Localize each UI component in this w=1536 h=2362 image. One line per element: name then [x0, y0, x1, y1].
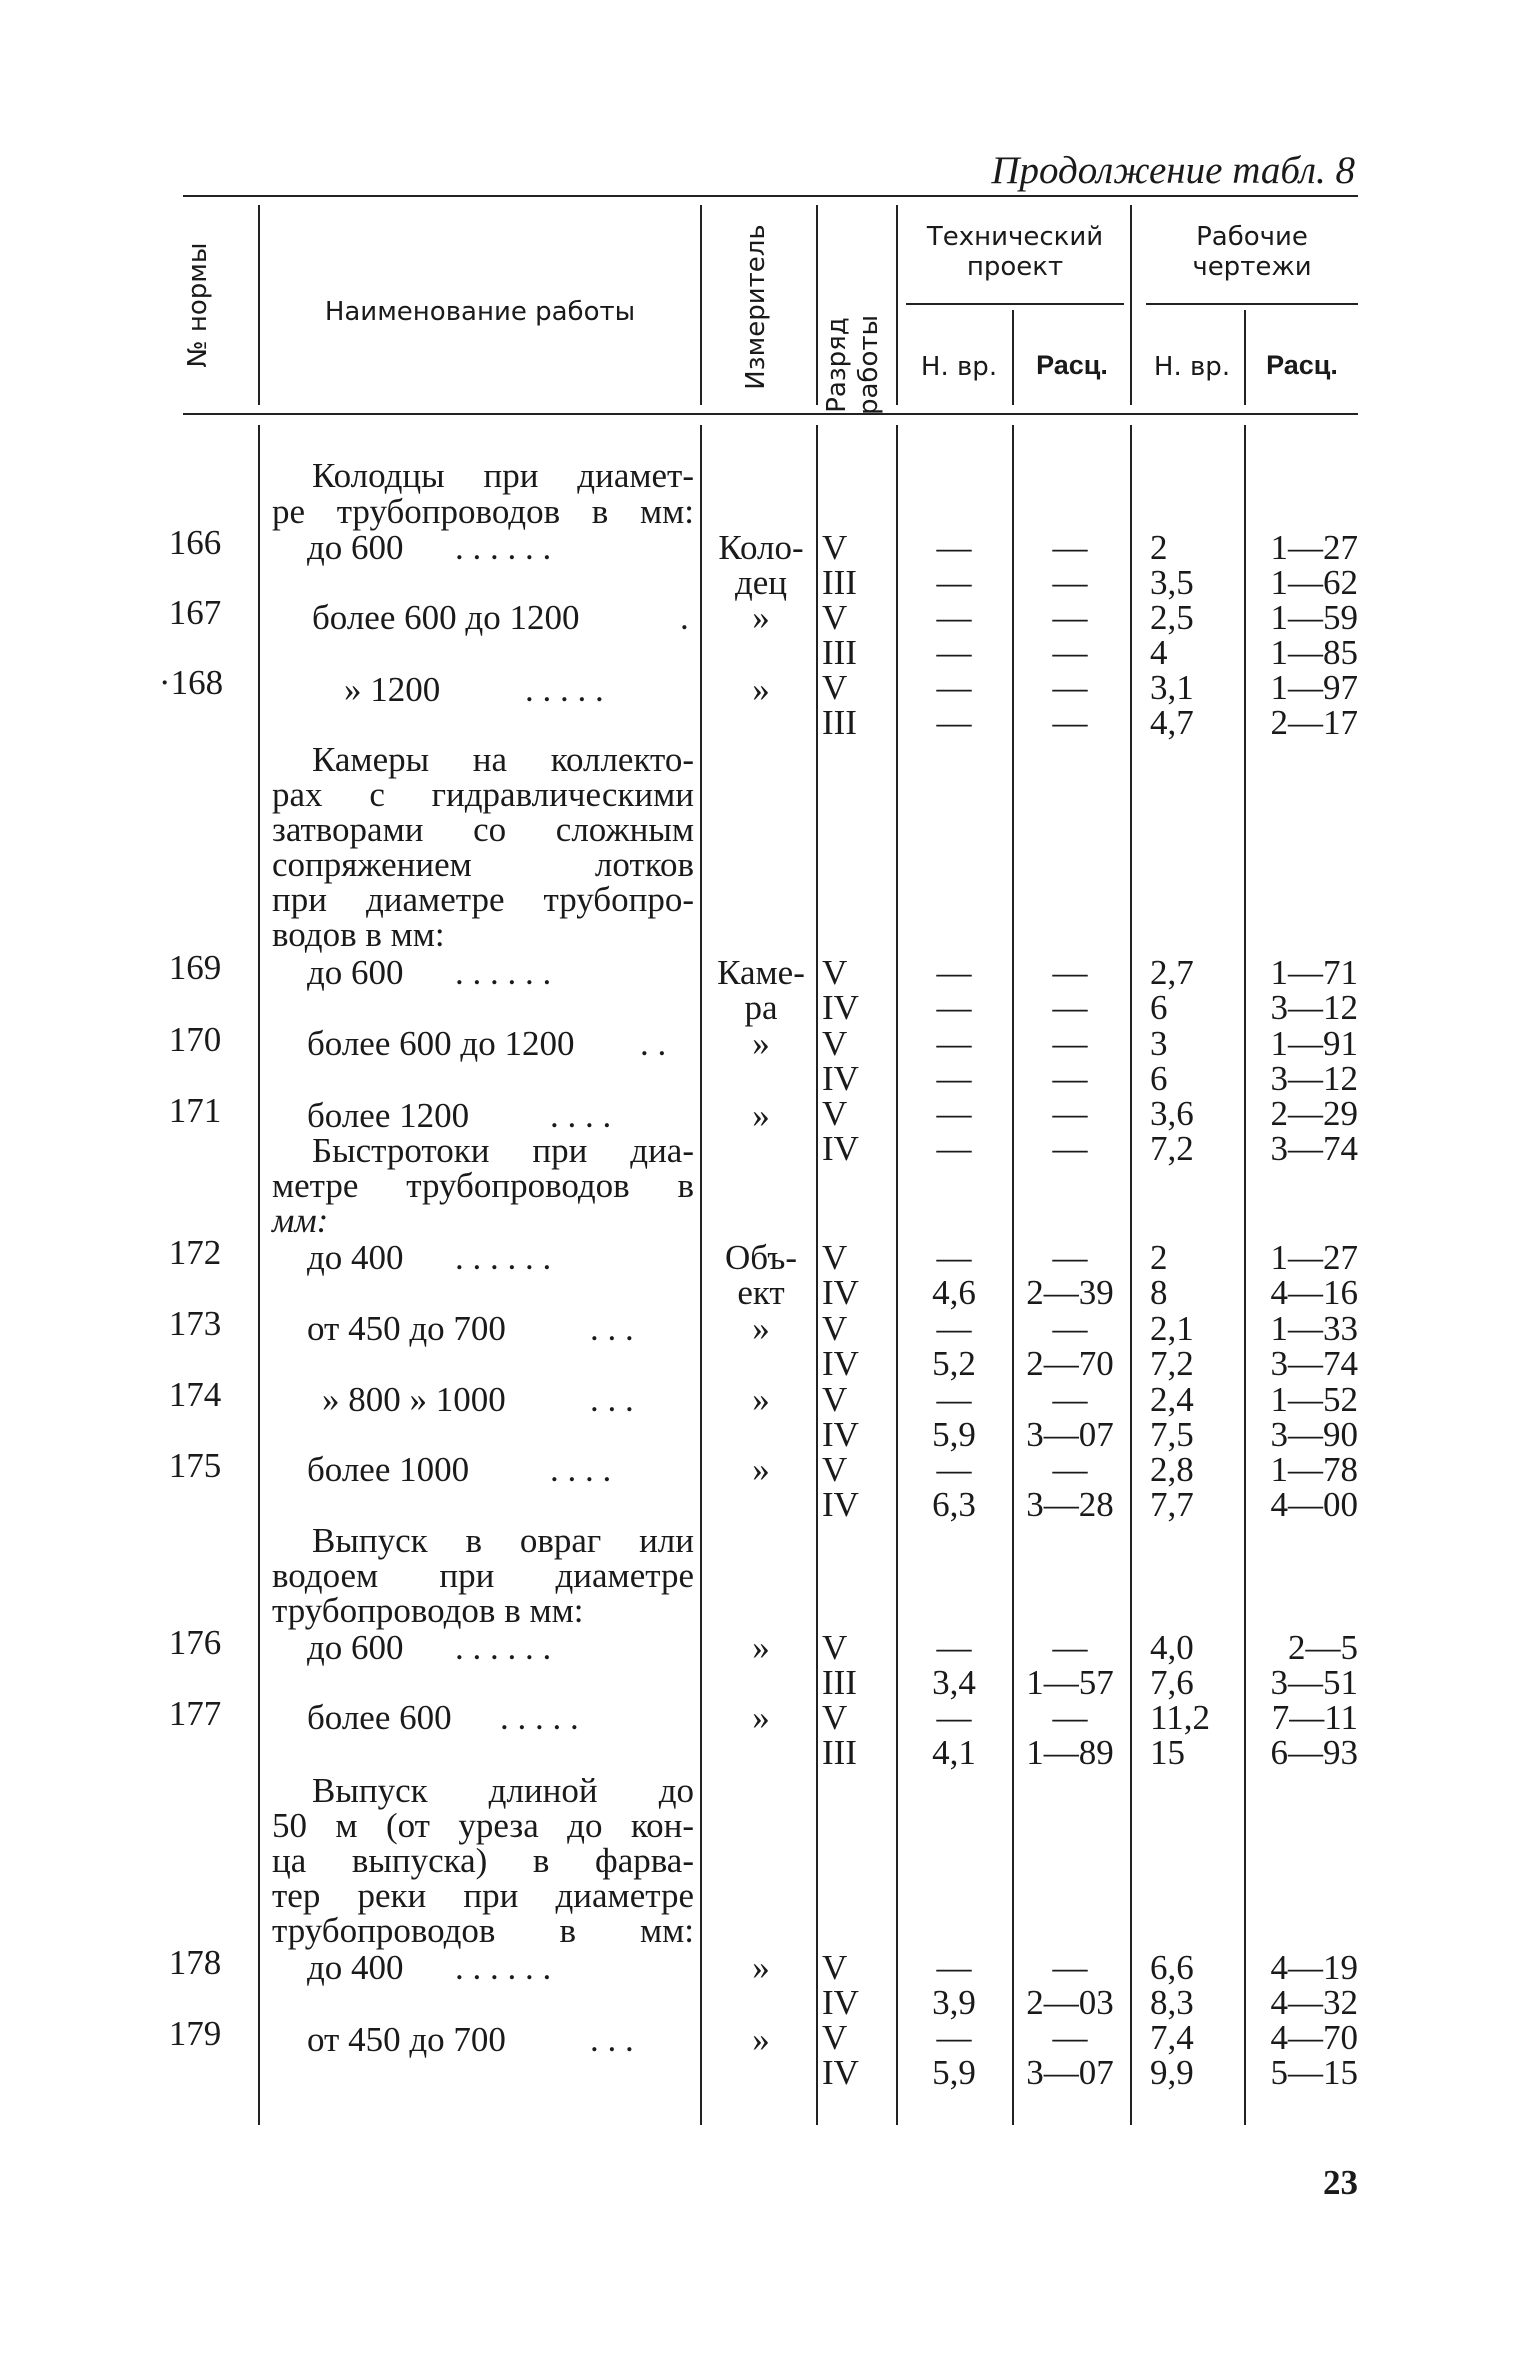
row-name: более 1000: [307, 1450, 470, 1489]
work-rasc-cell: 7—11: [1271, 1698, 1358, 1737]
page-number: 23: [1323, 2163, 1358, 2202]
header-tech-rasc: Расц.: [1036, 350, 1108, 380]
tech-nvr-cell: —: [936, 2018, 972, 2057]
continuation-caption: Продолжение табл. 8: [991, 149, 1355, 192]
leader-dots: . . . .: [550, 1450, 612, 1489]
tech-nvr-cell: —: [936, 1024, 972, 1063]
work-nvr-cell: 9,9: [1150, 2053, 1194, 2092]
tech-nvr-cell: —: [936, 1238, 972, 1277]
tech-rasc-cell: 1—57: [1026, 1663, 1114, 1702]
row-name: до 600: [307, 953, 404, 992]
body-divider: [700, 425, 702, 2125]
tech-rasc-cell: 3—28: [1026, 1485, 1114, 1524]
work-nvr-cell: 4,0: [1150, 1628, 1194, 1667]
tech-nvr-cell: —: [936, 528, 972, 567]
tech-nvr-cell: 3,9: [932, 1983, 976, 2022]
tech-rasc-cell: —: [1052, 528, 1088, 567]
work-nvr-cell: 7,6: [1150, 1663, 1194, 1702]
row-rank: III: [822, 1663, 857, 1702]
work-rasc-cell: 4—19: [1270, 1948, 1358, 1987]
tech-nvr-cell: 3,4: [932, 1663, 976, 1702]
row-rank: IV: [822, 988, 859, 1027]
work-nvr-cell: 2: [1150, 528, 1168, 567]
row-number: 174: [168, 1375, 222, 1414]
body-divider: [896, 425, 898, 2125]
tech-nvr-cell: 5,2: [932, 1344, 976, 1383]
row-unit: ра: [744, 988, 778, 1027]
row-unit: »: [752, 1628, 770, 1667]
work-nvr-cell: 7,2: [1150, 1344, 1194, 1383]
tech-nvr-cell: —: [936, 1129, 972, 1168]
work-rasc-cell: 1—33: [1270, 1309, 1358, 1348]
body-divider: [1130, 425, 1132, 2125]
header-work-rasc: Расц.: [1266, 350, 1338, 380]
work-rasc-cell: 3—51: [1270, 1663, 1358, 1702]
section-line: рах с гидравлическими: [272, 775, 694, 814]
work-rasc-cell: 4—16: [1270, 1273, 1358, 1312]
work-rasc-cell: 2—5: [1288, 1628, 1358, 1667]
row-rank: V: [822, 1380, 848, 1419]
tech-nvr-cell: 4,6: [932, 1273, 976, 1312]
work-rasc-cell: 1—78: [1270, 1450, 1358, 1489]
work-rasc-cell: 1—62: [1270, 563, 1358, 602]
tech-rasc-cell: —: [1052, 1948, 1088, 1987]
row-name: более 600 до 1200: [307, 1024, 575, 1063]
section-line: Камеры на коллекто-: [312, 740, 694, 779]
work-rasc-cell: 3—74: [1270, 1129, 1358, 1168]
leader-dots: . . . . . .: [455, 953, 552, 992]
tech-rasc-cell: —: [1052, 1129, 1088, 1168]
tech-rasc-cell: —: [1052, 953, 1088, 992]
row-number: 170: [168, 1020, 222, 1059]
work-rasc-cell: 2—29: [1270, 1094, 1358, 1133]
header-rank-label: Разряд работы: [822, 314, 884, 416]
tech-nvr-cell: —: [936, 598, 972, 637]
row-name: более 600: [307, 1698, 452, 1737]
work-rasc-cell: 3—12: [1270, 1059, 1358, 1098]
section-heading: [272, 1808, 694, 1948]
row-unit: »: [752, 1450, 770, 1489]
tech-rasc-cell: —: [1052, 633, 1088, 672]
section-heading: [312, 458, 694, 493]
tech-group-rule: [906, 303, 1124, 305]
leader-dots: . . . .: [550, 1096, 612, 1135]
header-working-drawings: [1146, 222, 1358, 282]
tech-rasc-cell: —: [1052, 2018, 1088, 2057]
row-unit: Каме-: [717, 953, 805, 992]
row-unit: Коло-: [718, 528, 804, 567]
work-nvr-cell: 2,4: [1150, 1380, 1194, 1419]
work-nvr-cell: 6: [1150, 988, 1168, 1027]
tech-nvr-cell: —: [936, 1628, 972, 1667]
row-unit: »: [752, 1309, 770, 1348]
row-rank: V: [822, 1309, 848, 1348]
work-nvr-cell: 8: [1150, 1273, 1168, 1312]
work-nvr-cell: 3,1: [1150, 668, 1194, 707]
row-number: 175: [168, 1446, 222, 1485]
tech-nvr-cell: —: [936, 1698, 972, 1737]
work-nvr-cell: 2,1: [1150, 1309, 1194, 1348]
row-name: » 1200: [344, 670, 441, 709]
header-norm-number: № нормы: [183, 242, 213, 368]
header-divider: [816, 205, 818, 405]
header-rank: [821, 285, 891, 445]
row-rank: V: [822, 668, 848, 707]
row-unit: »: [752, 1024, 770, 1063]
work-nvr-cell: 4,7: [1150, 703, 1194, 742]
row-name: более 1200: [307, 1096, 470, 1135]
work-group-rule: [1146, 303, 1358, 305]
work-rasc-cell: 3—12: [1270, 988, 1358, 1027]
work-rasc-cell: 4—32: [1270, 1983, 1358, 2022]
header-work-name: Наименование работы: [324, 297, 636, 327]
row-name: » 800 » 1000: [322, 1380, 506, 1419]
section-line: 50 м (от уреза до кон-: [272, 1806, 694, 1845]
row-name: от 450 до 700: [307, 2020, 506, 2059]
work-nvr-cell: 3,6: [1150, 1094, 1194, 1133]
work-rasc-cell: 2—17: [1270, 703, 1358, 742]
tech-nvr-cell: 4,1: [932, 1733, 976, 1772]
tech-rasc-cell: —: [1052, 1309, 1088, 1348]
tech-rasc-cell: 2—39: [1026, 1273, 1114, 1312]
section-line: при диаметре трубопро-: [272, 880, 694, 919]
tech-rasc-cell: —: [1052, 1024, 1088, 1063]
row-rank: V: [822, 2018, 848, 2057]
section-line: ца выпуска) в фарва-: [272, 1841, 694, 1880]
section-line: трубопроводов в мм:: [272, 1591, 584, 1630]
tech-nvr-cell: —: [936, 703, 972, 742]
row-number: 177: [168, 1694, 222, 1733]
leader-dots: . .: [640, 1024, 667, 1063]
tech-nvr-cell: —: [936, 1380, 972, 1419]
leader-dots: . . . . . .: [455, 1628, 552, 1667]
leader-dots: .: [680, 598, 689, 637]
section-heading: [272, 1168, 694, 1203]
row-rank: III: [822, 563, 857, 602]
work-nvr-cell: 7,2: [1150, 1129, 1194, 1168]
section-line: водов в мм:: [272, 915, 445, 954]
header-divider: [896, 205, 898, 405]
row-rank: IV: [822, 1415, 859, 1454]
tech-rasc-cell: 1—89: [1026, 1733, 1114, 1772]
tech-nvr-cell: —: [936, 1094, 972, 1133]
tech-nvr-cell: —: [936, 563, 972, 602]
work-nvr-cell: 7,5: [1150, 1415, 1194, 1454]
tech-nvr-cell: —: [936, 953, 972, 992]
row-rank: V: [822, 1238, 848, 1277]
section-heading: [272, 494, 694, 529]
tech-nvr-cell: —: [936, 1450, 972, 1489]
row-rank: V: [822, 528, 848, 567]
work-nvr-cell: 6,6: [1150, 1948, 1194, 1987]
row-number: 171: [168, 1091, 222, 1130]
tech-nvr-cell: 6,3: [932, 1485, 976, 1524]
tech-rasc-cell: —: [1052, 1238, 1088, 1277]
row-unit: ект: [737, 1273, 785, 1312]
row-number: 176: [168, 1623, 222, 1662]
row-unit: дец: [734, 563, 788, 602]
row-name: до 400: [307, 1948, 404, 1987]
section-line: ре трубопроводов в мм:: [272, 492, 694, 531]
leader-dots: . . .: [590, 1309, 634, 1348]
section-line: Выпуск в овраг или: [312, 1521, 694, 1560]
tech-rasc-cell: —: [1052, 1094, 1088, 1133]
row-number: 173: [168, 1304, 222, 1343]
section-heading: [272, 777, 694, 917]
row-rank: V: [822, 1094, 848, 1133]
row-rank: IV: [822, 1485, 859, 1524]
work-nvr-cell: 7,7: [1150, 1485, 1194, 1524]
tech-nvr-cell: —: [936, 1059, 972, 1098]
work-rasc-cell: 1—85: [1270, 633, 1358, 672]
tech-nvr-cell: —: [936, 668, 972, 707]
row-rank: III: [822, 1733, 857, 1772]
tech-rasc-cell: —: [1052, 703, 1088, 742]
tech-rasc-cell: 2—70: [1026, 1344, 1114, 1383]
section-line: тер реки при диаметре: [272, 1876, 694, 1915]
row-unit: »: [752, 1096, 770, 1135]
tech-nvr-cell: —: [936, 633, 972, 672]
section-line: Выпуск длиной до: [312, 1771, 694, 1810]
section-line: Быстротоки при диа-: [312, 1131, 694, 1170]
header-tech-nvr: Н. вр.: [920, 352, 998, 382]
work-rasc-cell: 1—52: [1270, 1380, 1358, 1419]
row-rank: IV: [822, 1129, 859, 1168]
row-number: 179: [168, 2014, 222, 2053]
leader-dots: . . .: [590, 2020, 634, 2059]
row-number: 167: [168, 593, 222, 632]
header-tech-project-label: Технический проект: [926, 222, 1104, 282]
header-tech-project: [906, 222, 1124, 282]
row-rank: IV: [822, 2053, 859, 2092]
row-name: более 600 до 1200: [312, 598, 580, 637]
work-rasc-cell: 4—70: [1270, 2018, 1358, 2057]
tech-nvr-cell: —: [936, 1309, 972, 1348]
section-heading: [312, 742, 694, 777]
tech-rasc-cell: —: [1052, 1628, 1088, 1667]
tech-rasc-cell: —: [1052, 1450, 1088, 1489]
row-rank: III: [822, 703, 857, 742]
tech-rasc-cell: —: [1052, 988, 1088, 1027]
row-number: ·168: [158, 663, 224, 702]
section-heading: [272, 1558, 694, 1593]
section-heading: [312, 1773, 694, 1808]
row-unit: »: [752, 1698, 770, 1737]
work-nvr-cell: 3: [1150, 1024, 1168, 1063]
tech-nvr-cell: 5,9: [932, 2053, 976, 2092]
row-number: 172: [168, 1233, 222, 1272]
work-rasc-cell: 1—27: [1270, 528, 1358, 567]
work-rasc-cell: 6—93: [1270, 1733, 1358, 1772]
body-divider: [1244, 425, 1246, 2125]
header-divider: [258, 205, 260, 405]
header-divider: [1130, 205, 1132, 405]
row-unit: Объ-: [725, 1238, 797, 1277]
work-nvr-cell: 2,5: [1150, 598, 1194, 637]
row-name: до 600: [307, 528, 404, 567]
header-unit: Измеритель: [741, 224, 771, 390]
work-nvr-cell: 3,5: [1150, 563, 1194, 602]
tech-rasc-cell: —: [1052, 598, 1088, 637]
row-rank: IV: [822, 1983, 859, 2022]
section-line: Колодцы при диамет-: [312, 456, 694, 495]
tech-nvr-cell: 5,9: [932, 1415, 976, 1454]
row-name: от 450 до 700: [307, 1309, 506, 1348]
section-heading: [312, 1523, 694, 1558]
work-nvr-cell: 2,8: [1150, 1450, 1194, 1489]
row-name: до 400: [307, 1238, 404, 1277]
row-unit: »: [752, 598, 770, 637]
row-rank: V: [822, 1948, 848, 1987]
header-work-nvr: Н. вр.: [1153, 352, 1231, 382]
tech-nvr-cell: —: [936, 988, 972, 1027]
row-rank: V: [822, 1450, 848, 1489]
body-divider: [816, 425, 818, 2125]
header-divider: [700, 205, 702, 405]
row-rank: V: [822, 1024, 848, 1063]
work-rasc-cell: 3—74: [1270, 1344, 1358, 1383]
row-unit: »: [752, 1380, 770, 1419]
row-number: 169: [168, 948, 222, 987]
tech-rasc-cell: 2—03: [1026, 1983, 1114, 2022]
row-number: 178: [168, 1943, 222, 1982]
work-nvr-cell: 6: [1150, 1059, 1168, 1098]
leader-dots: . . . . . .: [455, 528, 552, 567]
work-rasc-cell: 4—00: [1270, 1485, 1358, 1524]
work-rasc-cell: 1—27: [1270, 1238, 1358, 1277]
row-rank: V: [822, 598, 848, 637]
work-nvr-cell: 8,3: [1150, 1983, 1194, 2022]
section-line: метре трубопроводов в: [272, 1166, 694, 1205]
tech-rasc-cell: —: [1052, 668, 1088, 707]
tech-rasc-cell: 3—07: [1026, 1415, 1114, 1454]
work-nvr-cell: 2: [1150, 1238, 1168, 1277]
section-line: мм:: [272, 1201, 329, 1240]
work-rasc-cell: 1—97: [1270, 668, 1358, 707]
leader-dots: . . . . .: [500, 1698, 579, 1737]
tech-rasc-cell: 3—07: [1026, 2053, 1114, 2092]
work-rasc-cell: 3—90: [1270, 1415, 1358, 1454]
tech-rasc-cell: —: [1052, 1059, 1088, 1098]
work-nvr-cell: 7,4: [1150, 2018, 1194, 2057]
row-unit: »: [752, 670, 770, 709]
section-line: трубопроводов в мм:: [272, 1911, 694, 1950]
section-heading: [312, 1133, 694, 1168]
work-nvr-cell: 11,2: [1150, 1698, 1210, 1737]
row-rank: IV: [822, 1273, 859, 1312]
table-top-rule: [183, 195, 1358, 197]
work-nvr-cell: 15: [1150, 1733, 1185, 1772]
tech-rasc-cell: —: [1052, 1380, 1088, 1419]
row-rank: IV: [822, 1344, 859, 1383]
work-rasc-cell: 5—15: [1270, 2053, 1358, 2092]
work-rasc-cell: 1—91: [1270, 1024, 1358, 1063]
leader-dots: . . . . . .: [455, 1948, 552, 1987]
work-nvr-cell: 2,7: [1150, 953, 1194, 992]
header-bottom-rule: [183, 413, 1358, 415]
tech-nvr-cell: —: [936, 1948, 972, 1987]
row-rank: V: [822, 953, 848, 992]
tech-rasc-cell: —: [1052, 1698, 1088, 1737]
row-unit: »: [752, 1948, 770, 1987]
leader-dots: . . . . . .: [455, 1238, 552, 1277]
row-rank: III: [822, 633, 857, 672]
leader-dots: . . . . .: [525, 670, 604, 709]
leader-dots: . . .: [590, 1380, 634, 1419]
header-working-drawings-label: Рабочие чертежи: [1192, 222, 1312, 282]
row-unit: »: [752, 2020, 770, 2059]
work-nvr-cell: 4: [1150, 633, 1168, 672]
row-rank: V: [822, 1698, 848, 1737]
section-line: водоем при диаметре: [272, 1556, 694, 1595]
section-line: затворами со сложным: [272, 810, 694, 849]
work-rasc-cell: 1—59: [1270, 598, 1358, 637]
row-name: до 600: [307, 1628, 404, 1667]
tech-rasc-cell: —: [1052, 563, 1088, 602]
work-rasc-cell: 1—71: [1270, 953, 1358, 992]
row-number: 166: [168, 523, 222, 562]
row-rank: IV: [822, 1059, 859, 1098]
section-line: сопряжением лотков: [272, 845, 694, 884]
body-divider: [258, 425, 260, 2125]
row-rank: V: [822, 1628, 848, 1667]
